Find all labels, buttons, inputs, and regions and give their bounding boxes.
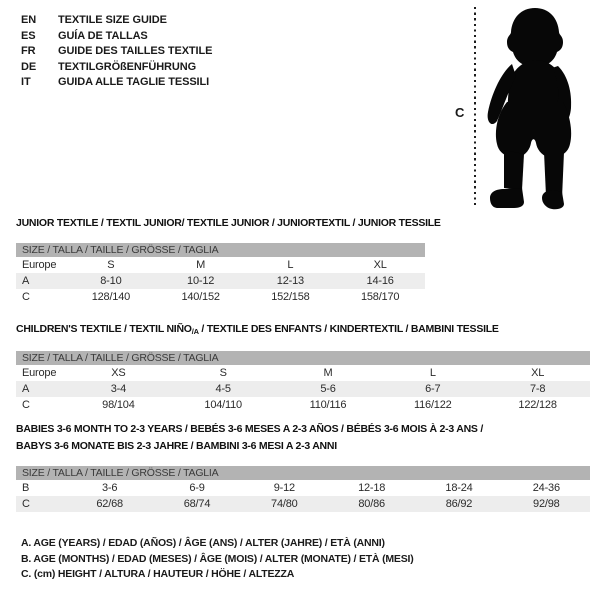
size-header-bar: SIZE / TALLA / TAILLE / GRÖSSE / TAGLIA [16, 243, 425, 257]
babies-table-title [16, 421, 590, 455]
language-code: FR [21, 45, 36, 58]
cell: 7-8 [529, 383, 546, 395]
language-title: GUIDE DES TAILLES TEXTILE [58, 45, 213, 58]
row-label: Europe [22, 259, 57, 271]
cell: M [323, 367, 333, 379]
children-table-title [16, 321, 590, 340]
row-label: A [22, 275, 30, 287]
size-header-bar: SIZE / TALLA / TAILLE / GRÖSSE / TAGLIA [16, 351, 590, 365]
cell: 5-6 [320, 383, 336, 395]
language-row-fr [21, 44, 212, 60]
cell: 10-12 [187, 275, 215, 287]
language-row-es [21, 29, 212, 45]
cell: 92/98 [533, 498, 560, 510]
size-header-bar: SIZE / TALLA / TAILLE / GRÖSSE / TAGLIA [16, 466, 590, 480]
cell: 122/128 [518, 399, 557, 411]
language-code: ES [21, 29, 36, 42]
title-line-2: BABYS 3-6 MONATE BIS 2-3 JAHRE / BAMBINI 3-6 MESI A 2-3 ANNI [16, 440, 337, 452]
cell: 6-9 [189, 482, 205, 494]
cell: 86/92 [445, 498, 473, 510]
table-row-height [16, 397, 590, 413]
cell: 140/152 [181, 291, 220, 303]
note-height-cm: C. (cm) HEIGHT / ALTURA / HAUTEUR / HÖHE / ALTEZZA [21, 568, 295, 580]
cell: XL [373, 259, 387, 271]
language-code: EN [21, 14, 37, 26]
table-row-height [16, 496, 590, 512]
cell: XS [111, 367, 126, 379]
cell: 152/158 [271, 291, 310, 303]
row-label: Europe [22, 367, 57, 379]
table-row-europe [16, 365, 590, 381]
cell: 9-12 [273, 482, 295, 494]
legend-notes [21, 536, 414, 583]
cell: S [219, 367, 227, 379]
cell: 116/122 [414, 399, 452, 411]
cell: 74/80 [271, 498, 298, 510]
cell: 110/116 [309, 399, 347, 411]
note-age-months: B. AGE (MONTHS) / EDAD (MESES) / ÂGE (MOIS) / ALTER (MONATE) / ETÀ (MESI) [21, 552, 414, 565]
cell: 158/170 [360, 291, 400, 303]
cell: XL [531, 367, 545, 379]
language-code: DE [21, 60, 37, 73]
table-row-europe [16, 257, 425, 273]
height-marker-label: C [455, 105, 465, 120]
cell: M [196, 259, 206, 271]
language-row-en [21, 13, 212, 29]
row-label: C [22, 498, 30, 510]
title-line-1: BABIES 3-6 MONTH TO 2-3 YEARS / BEBÉS 3-6 MESES A 2-3 AÑOS / BÉBÉS 3-6 MOIS À 2-3 ANS / [16, 423, 484, 435]
cell: 12-13 [276, 275, 304, 287]
cell: 3-6 [102, 482, 118, 494]
cell: L [429, 367, 436, 379]
cell: 18-24 [445, 482, 473, 494]
babies-size-table [16, 466, 590, 512]
cell: 12-18 [358, 482, 386, 494]
table-row-age [16, 273, 425, 289]
junior-textile-section [16, 215, 441, 305]
title-subscript: /A [191, 327, 199, 336]
title-text: CHILDREN'S TEXTILE / TEXTIL NIÑO [16, 323, 192, 335]
cell: 14-16 [366, 275, 394, 287]
language-row-it [21, 75, 212, 91]
cell: 80/86 [358, 498, 385, 510]
cell: L [287, 259, 294, 271]
cell: 8-10 [100, 275, 122, 287]
cell: 4-5 [215, 383, 231, 395]
children-size-table [16, 351, 590, 413]
language-title: TEXTILGRÖßENFÜHRUNG [58, 60, 197, 73]
cell: 6-7 [425, 383, 441, 395]
row-label: B [22, 482, 30, 494]
babies-textile-section [16, 421, 590, 512]
cell: 68/74 [183, 498, 211, 510]
cell: 104/110 [204, 399, 242, 411]
language-title-list [21, 13, 212, 91]
cell: 24-36 [532, 482, 560, 494]
junior-size-table [16, 243, 425, 305]
table-row-height [16, 289, 425, 305]
language-title: GUÍA DE TALLAS [58, 29, 148, 42]
language-title: GUIDA ALLE TAGLIE TESSILI [58, 76, 210, 89]
language-row-de [21, 60, 212, 76]
cell: 98/104 [102, 399, 135, 411]
row-label: C [22, 291, 30, 303]
language-code: IT [21, 76, 31, 89]
height-measure-dotted-line [474, 7, 476, 206]
toddler-silhouette-icon [478, 4, 592, 214]
note-age-years: A. AGE (YEARS) / EDAD (AÑOS) / ÂGE (ANS) / ALTER (JAHRE) / ETÀ (ANNI) [21, 537, 385, 549]
language-title: TEXTILE SIZE GUIDE [58, 14, 167, 26]
row-label: A [22, 383, 30, 395]
children-textile-section [16, 321, 590, 413]
cell: 62/68 [96, 498, 123, 510]
cell: 128/140 [91, 291, 131, 303]
junior-table-title: JUNIOR TEXTILE / TEXTIL JUNIOR/ TEXTILE JUNIOR / JUNIORTEXTIL / JUNIOR TESSILE [16, 217, 441, 229]
title-text: / TEXTILE DES ENFANTS / KINDERTEXTIL / BAMBINI TESSILE [198, 323, 499, 335]
table-row-age-months [16, 480, 590, 496]
table-row-age [16, 381, 590, 397]
cell: 3-4 [110, 383, 127, 395]
cell: S [107, 259, 115, 271]
row-label: C [22, 399, 30, 411]
